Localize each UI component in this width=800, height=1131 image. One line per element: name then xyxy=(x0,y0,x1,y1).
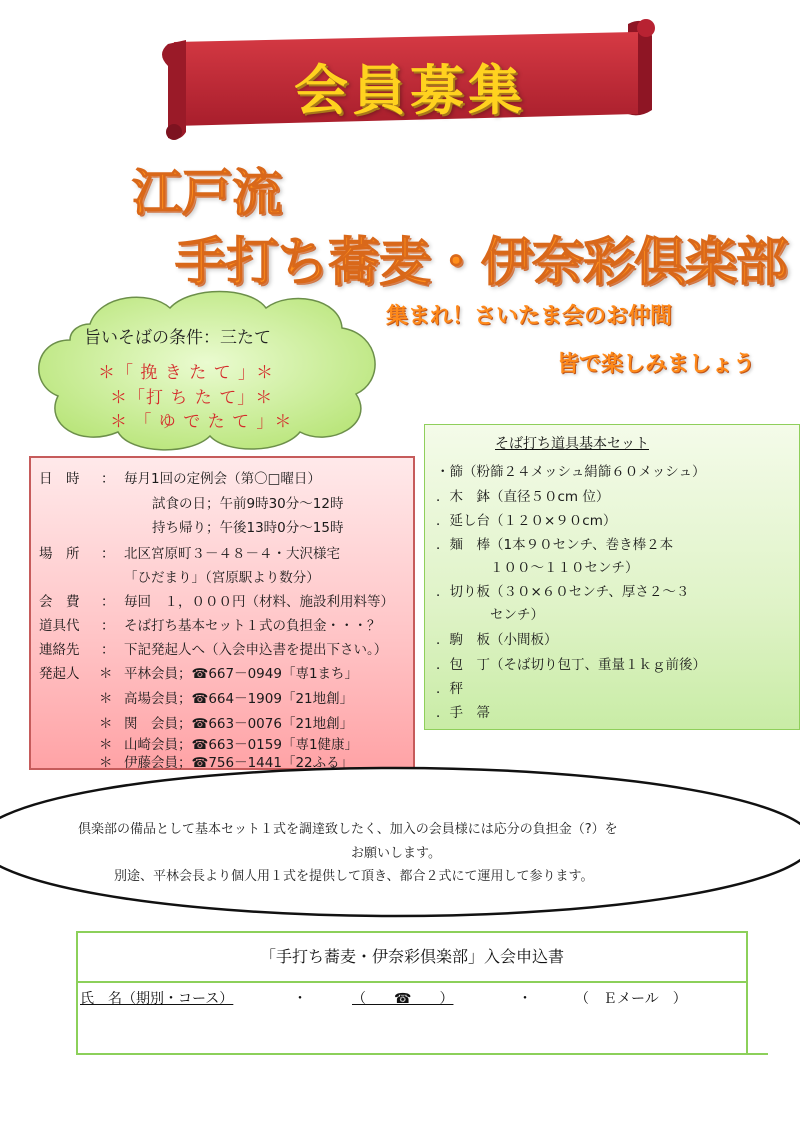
tools-heading: そば打ち道具基本セット xyxy=(495,436,649,452)
info-bullet: ＊ xyxy=(99,691,113,707)
info-value-takeout: 持ち帰り；午後13時0分～15時 xyxy=(152,520,344,536)
banner-title: 会員募集 xyxy=(294,59,526,122)
info-bullet: ＊ xyxy=(99,755,113,771)
form-name-label: 氏 名（期別・コース） xyxy=(80,991,234,1007)
note-line-3: 別途、平林会長より個人用１式を提供して頂き、都合２式にて運用して参ります。 xyxy=(114,869,594,884)
info-sep: ： xyxy=(101,618,115,634)
info-sep: ： xyxy=(101,642,115,658)
note-line-2: お願いします。 xyxy=(351,846,441,861)
form-divider xyxy=(76,981,748,983)
tool-sieve: ・篩（粉篩２４メッシュ絹篩６０メッシュ） xyxy=(436,464,706,480)
info-value-tools: そば打ち基本セット１式の負担金・・・？ xyxy=(124,618,381,634)
tool-rolling-pin: ．麺 棒（1本９０センチ、巻き棒２本 xyxy=(436,537,674,553)
info-label-contact: 連絡先 xyxy=(39,642,80,658)
info-label-tools: 道具代 xyxy=(39,618,80,634)
info-label-founders: 発起人 xyxy=(39,666,80,682)
subtitle-enjoy: 皆で楽しみましょう xyxy=(557,352,756,377)
founder-ito: 伊藤会員；☎756－1441「22ふる」 xyxy=(124,755,354,771)
founder-hirabayashi: 平林会員；☎667－0949「専1まち」 xyxy=(124,666,359,682)
form-separator-dot: ・ xyxy=(518,991,532,1007)
founder-yamazaki: 山崎会員；☎663－0159「専1健康」 xyxy=(124,737,359,753)
title-line-1: 江戸流 xyxy=(132,164,282,222)
info-label-fee: 会 費 xyxy=(39,594,80,610)
cloud-heading: 旨いそばの条件：三たて xyxy=(84,328,271,348)
info-value-contact: 下記発起人へ（入会申込書を提出下さい。） xyxy=(124,642,388,658)
tool-board: ．延し台（１２０×９０cm） xyxy=(436,513,617,529)
info-bullet: ＊ xyxy=(99,737,113,753)
info-bullet: ＊ xyxy=(99,666,113,682)
founder-seki: 関 会員；☎663－0076「21地創」 xyxy=(124,716,354,732)
note-line-1: 倶楽部の備品として基本セット１式を調達致したく、加入の会員様には応分の負担金（?）を xyxy=(78,822,618,837)
info-label-place: 場 所 xyxy=(39,546,80,562)
form-entry-area[interactable] xyxy=(80,1010,740,1046)
recruit-banner xyxy=(160,14,660,142)
form-phone-label: （ ☎ ） xyxy=(352,991,454,1007)
subtitle-gather: 集まれ！さいたま会のお仲間 xyxy=(386,304,673,329)
form-separator-dot: ・ xyxy=(293,991,307,1007)
info-value-fee: 毎回 １，０００円（材料、施設利用料等） xyxy=(124,594,394,610)
info-label-datetime: 日 時 xyxy=(39,471,80,487)
tool-scale: ．秤 xyxy=(436,681,463,697)
tool-rolling-pin-cont: １００～１１０センチ） xyxy=(436,560,639,576)
tool-cutting-board-cont: センチ） xyxy=(436,607,544,623)
info-sep: ： xyxy=(101,471,115,487)
info-bullet: ＊ xyxy=(99,716,113,732)
info-value-place: 北区宮原町３－４８－４・大沢様宅 xyxy=(124,546,340,562)
form-email-label: （ Ｅメール ） xyxy=(575,991,687,1007)
form-title: 「手打ち蕎麦・伊奈彩倶楽部」入会申込書 xyxy=(259,947,564,966)
tool-bowl: ．木 鉢（直径５０cm 位） xyxy=(436,489,610,505)
cloud-line-yude: ＊ 「 ゆ で た て 」＊ xyxy=(110,412,293,432)
cloud-line-uchi: ＊「打 ち た て」＊ xyxy=(110,388,274,408)
tool-cutting-board: ．切り板（３０×６０センチ、厚さ２～３ xyxy=(436,584,690,600)
founder-takaba: 高場会員；☎664－1909「21地創」 xyxy=(124,691,354,707)
form-border-extension xyxy=(746,1053,768,1055)
info-value-place-note: 「ひだまり」（宮原駅より数分） xyxy=(124,570,320,586)
title-line-2: 手打ち蕎麦・伊奈彩倶楽部 xyxy=(175,233,788,293)
info-sep: ： xyxy=(101,546,115,562)
tool-broom: ．手 箒 xyxy=(436,705,490,721)
info-sep: ： xyxy=(101,594,115,610)
cloud-line-hiki: ＊「 挽 き た て 」＊ xyxy=(98,363,275,383)
info-value-tasting: 試食の日；午前9時30分～12時 xyxy=(152,496,344,512)
info-value-datetime: 毎月1回の定例会（第〇□曜日） xyxy=(124,471,321,487)
tool-knife: ．包 丁（そば切り包丁、重量１ｋｇ前後） xyxy=(436,657,706,673)
tool-guide-board: ．駒 板（小間板） xyxy=(436,632,558,648)
